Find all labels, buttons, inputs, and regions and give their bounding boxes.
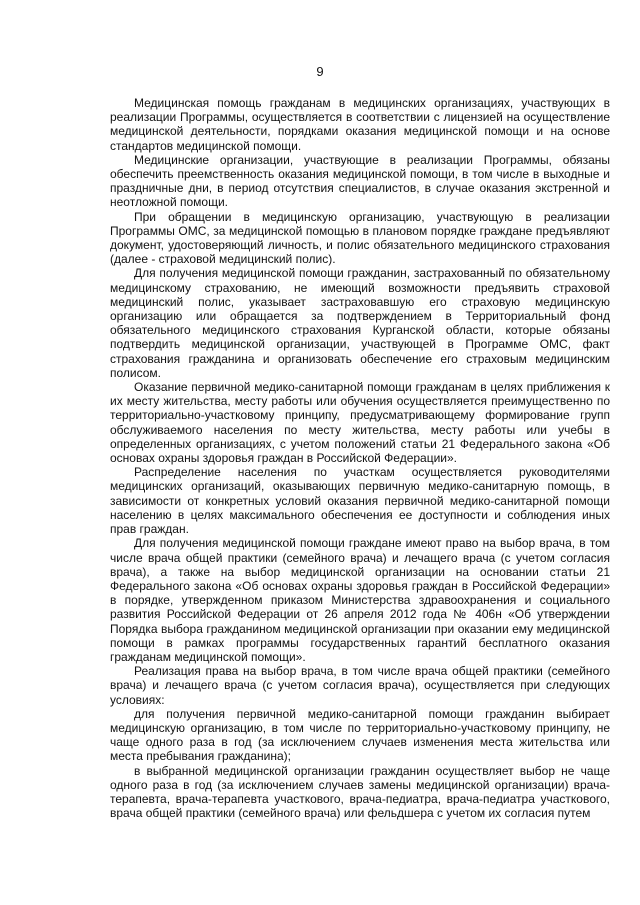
paragraph: Для получения медицинской помощи гражданин, застрахованный по обязательному медицинскому страхованию, не имеющий возможности предъявить страховой медицинский полис, указывает застраховавшую его страховую медицинскую организацию или обращается за подтверждением в Территориальный фонд обязательного медицинского страхования Курганской области, которые обязаны подтвердить медицинской организации, участвующей в Программе ОМС, факт страхования гражданина и организовать обеспечение его страховым медицинским полисом. xyxy=(110,266,610,380)
paragraph: в выбранной медицинской организации гражданин осуществляет выбор не чаще одного раза в год (за исключением случаев замены медицинской организации) врача-терапевта, врача-терапевта участкового, врача-педиатра, врача-педиатра участкового, врача общей практики (семейного врача) или фельдшера с учетом их согласия путем xyxy=(110,763,610,821)
paragraph: Медицинская помощь гражданам в медицинских организациях, участвующих в реализации Программы, осуществляется в соответствии с лицензией на осуществление медицинской деятельности, порядками оказания медицинской помощи и на основе стандартов медицинской помощи. xyxy=(110,96,610,153)
paragraph: Оказание первичной медико-санитарной помощи гражданам в целях приближения к их месту жительства, месту работы или обучения осуществляется преимущественно по территориально-участковому принципу, предусматривающему формирование групп обслуживаемого населения по месту жительства, месту работы или учебы в определенных организациях, с учетом положений статьи 21 Федерального закона «Об основах охраны здоровья граждан в Российской Федерации». xyxy=(110,380,610,466)
paragraph: Распределение населения по участкам осуществляется руководителями медицинских организаций, оказывающих первичную медико-санитарную помощь, в зависимости от конкретных условий оказания первичной медико-санитарной помощи населению в целях максимального обеспечения ее доступности и соблюдения иных прав граждан. xyxy=(110,465,610,537)
page-number: 9 xyxy=(316,64,324,79)
paragraph: При обращении в медицинскую организацию, участвующую в реализации Программы ОМС, за медицинской помощью в плановом порядке граждане предъявляют документ, удостоверяющий личность, и полис обязательного медицинского страхования (далее - страховой медицинский полис). xyxy=(110,209,610,267)
paragraph: Для получения медицинской помощи граждане имеют право на выбор врача, в том числе врача общей практики (семейного врача) и лечащего врача (с учетом согласия врача), а также на выбор медицинской организации на основании статьи 21 Федерального закона «Об основах охраны здоровья граждан в Российской Федерации» в порядке, утвержденном приказом Министерства здравоохранения и социального развития Российской Федерации от 26 апреля 2012 года № 406н «Об утверждении Порядка выбора гражданином медицинской организации при оказании ему медицинской помощи в рамках программы государственных гарантий бесплатного оказания гражданам медицинской помощи». xyxy=(110,536,610,664)
document-body xyxy=(110,96,610,820)
paragraph: Реализация права на выбор врача, в том числе врача общей практики (семейного врача) и лечащего врача (с учетом согласия врача), осуществляется при следующих условиях: xyxy=(110,664,610,707)
paragraph: Медицинские организации, участвующие в реализации Программы, обязаны обеспечить преемственность оказания медицинской помощи, в том числе в выходные и праздничные дни, в период отсутствия специалистов, в случае оказания экстренной и неотложной помощи. xyxy=(110,152,610,210)
paragraph: для получения первичной медико-санитарной помощи гражданин выбирает медицинскую организацию, в том числе по территориально-участковому принципу, не чаще одного раза в год (за исключением случаев изменения места жительства или места пребывания гражданина); xyxy=(110,706,610,764)
